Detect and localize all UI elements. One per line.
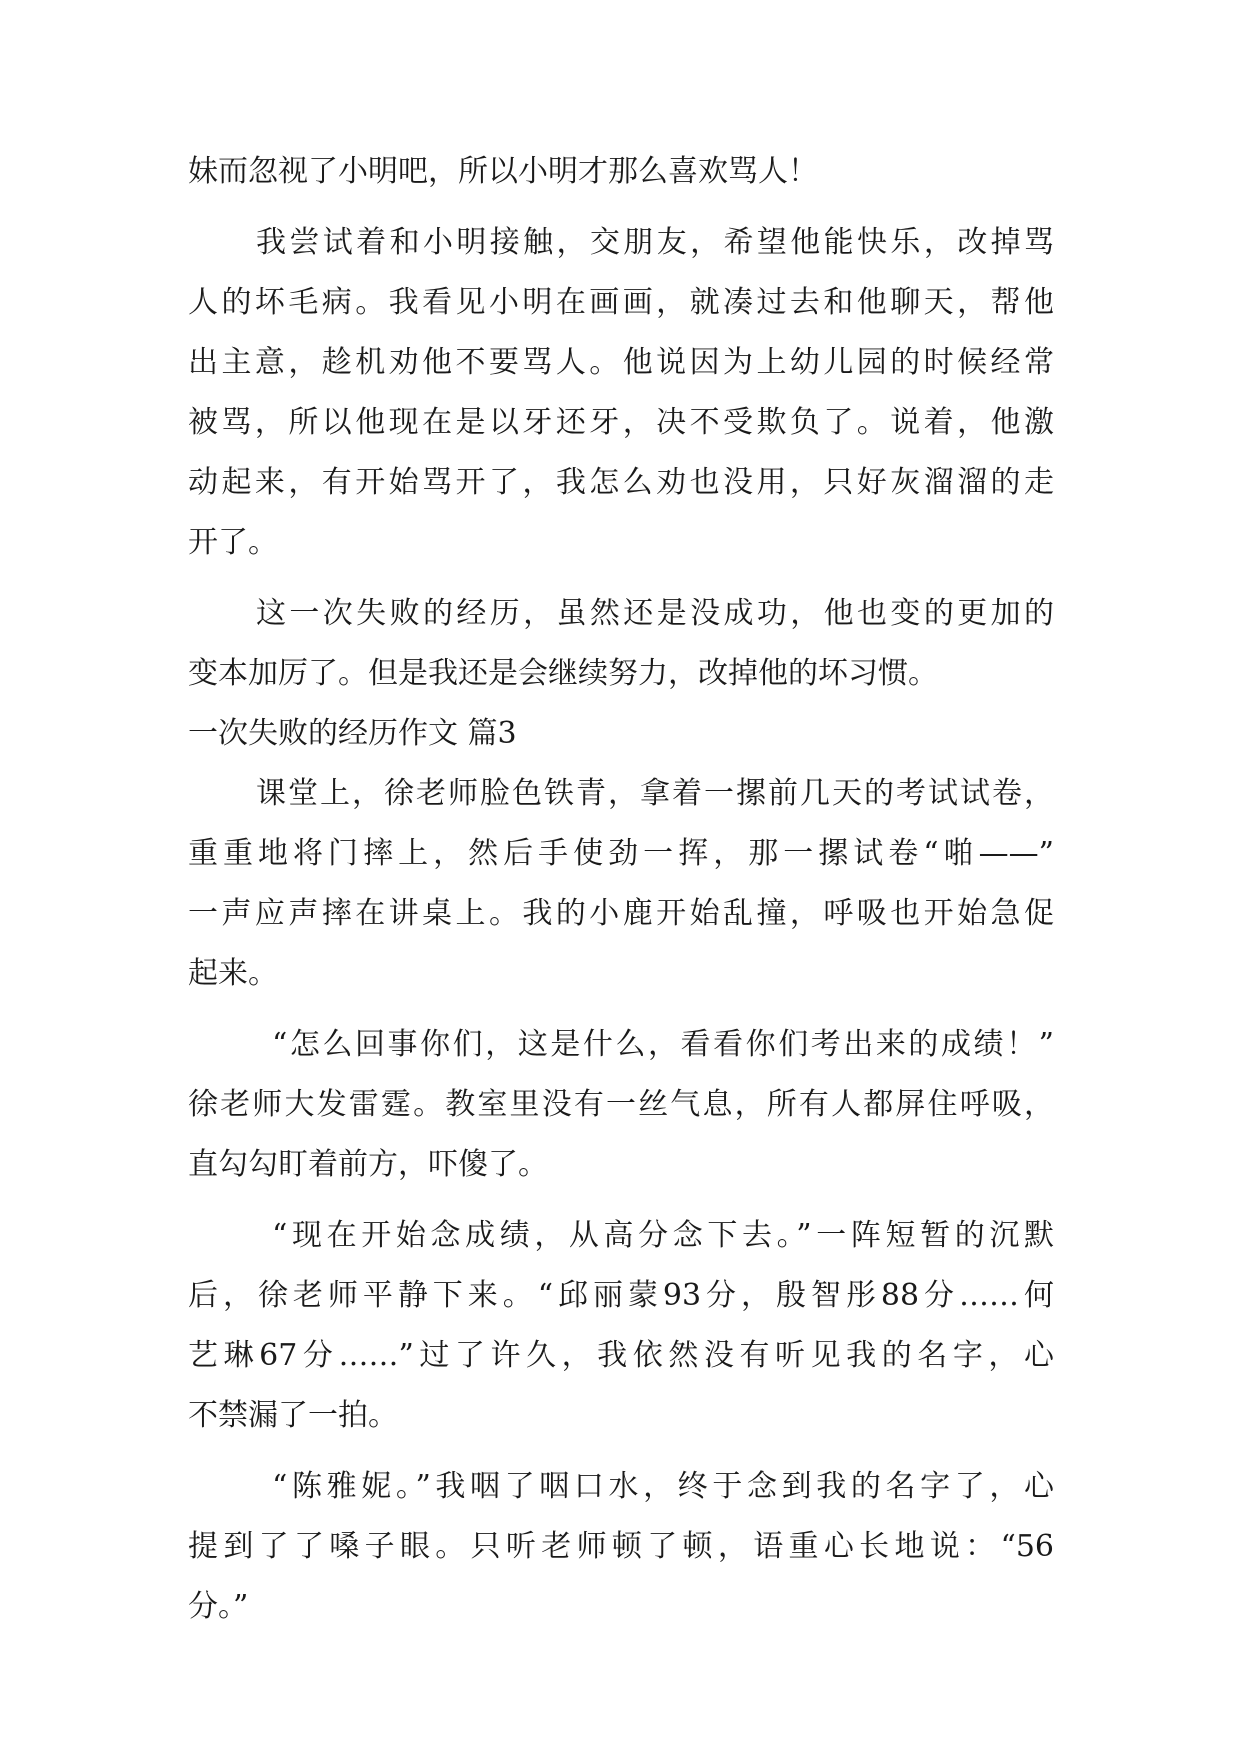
- text-line: 出主意，趁机劝他不要骂人。他说因为上幼儿园的时候经常: [188, 345, 1054, 380]
- text-line: 后，徐老师平静下来。“邱丽蒙93分，殷智彤88分……何: [188, 1278, 1054, 1313]
- text-line: 开了。: [188, 525, 278, 560]
- text-line: 变本加厉了。但是我还是会继续努力，改掉他的坏习惯。: [188, 656, 938, 691]
- paragraph-3: [188, 584, 1054, 704]
- text-line: 直勾勾盯着前方，吓傻了。: [188, 1147, 548, 1182]
- text-line: 人的坏毛病。我看见小明在画画，就凑过去和他聊天，帮他: [188, 285, 1054, 320]
- text-line: 被骂，所以他现在是以牙还牙，决不受欺负了。说着，他激: [188, 405, 1054, 440]
- text-line: “现在开始念成绩，从高分念下去。”一阵短暂的沉默: [272, 1218, 1054, 1253]
- paragraph-4: [188, 764, 1054, 1004]
- text-line: 艺琳67分……”过了许久，我依然没有听见我的名字，心: [188, 1338, 1054, 1373]
- section-heading: 一次失败的经历作文 篇3: [188, 716, 517, 751]
- paragraph-7: [188, 1457, 1054, 1637]
- text-line: 徐老师大发雷霆。教室里没有一丝气息，所有人都屏住呼吸，: [188, 1087, 1054, 1122]
- text-line: 分。”: [188, 1589, 249, 1624]
- paragraph-2: [188, 213, 1054, 573]
- text-line: 重重地将门摔上，然后手使劲一挥，那一摞试卷“啪——”: [188, 836, 1054, 871]
- text-line: 妹而忽视了小明吧，所以小明才那么喜欢骂人！: [188, 154, 818, 189]
- text-line: 课堂上，徐老师脸色铁青，拿着一摞前几天的考试试卷，: [256, 776, 1054, 811]
- paragraph-5: [188, 1015, 1054, 1195]
- text-line: 动起来，有开始骂开了，我怎么劝也没用，只好灰溜溜的走: [188, 465, 1054, 500]
- paragraph-1: [188, 142, 1054, 202]
- text-line: “陈雅妮。”我咽了咽口水，终于念到我的名字了，心: [272, 1469, 1054, 1504]
- essay-body: [188, 142, 1054, 1637]
- text-line: 提到了了嗓子眼。只听老师顿了顿，语重心长地说：“56: [188, 1529, 1054, 1564]
- paragraph-6: [188, 1206, 1054, 1446]
- text-line: 我尝试着和小明接触，交朋友，希望他能快乐，改掉骂: [256, 225, 1054, 260]
- text-line: 起来。: [188, 956, 278, 991]
- text-line: 不禁漏了一拍。: [188, 1398, 398, 1433]
- text-line: “怎么回事你们，这是什么，看看你们考出来的成绩！”: [272, 1027, 1054, 1062]
- text-line: 一声应声摔在讲桌上。我的小鹿开始乱撞，呼吸也开始急促: [188, 896, 1054, 931]
- text-line: 这一次失败的经历，虽然还是没成功，他也变的更加的: [256, 596, 1054, 631]
